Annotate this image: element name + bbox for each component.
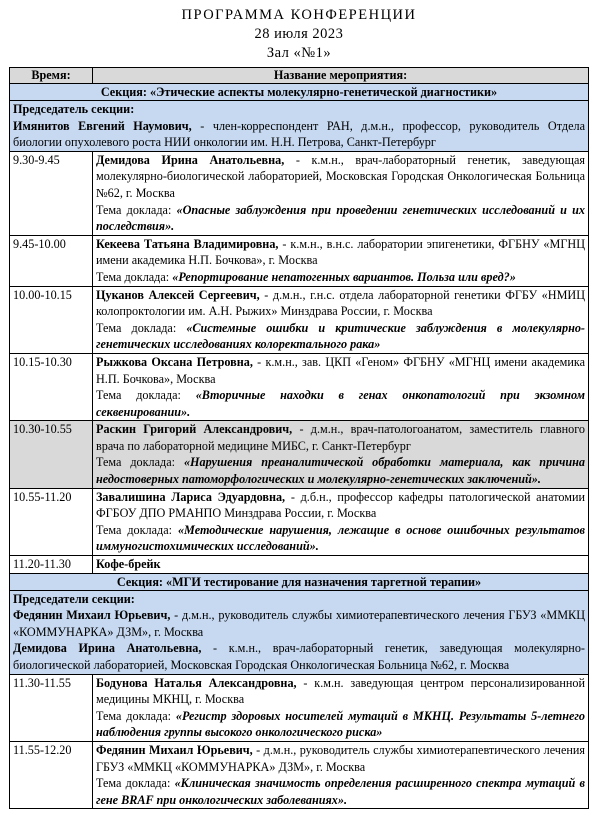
chair-name: Федянин Михаил Юрьевич, <box>13 608 171 623</box>
talk-time: 11.30-11.55 <box>10 674 93 741</box>
speaker-name: Цуканов Алексей Сергеевич, <box>96 287 260 302</box>
talk-topic <box>96 522 585 555</box>
talk-time: 9.45-10.00 <box>10 235 93 286</box>
program-table <box>9 67 589 809</box>
speaker-name: Бодунова Наталья Александровна, <box>96 675 297 690</box>
speaker <box>96 354 585 387</box>
section-chairs <box>10 101 589 152</box>
topic-text: «Методические нарушения, лежащие в основе ошибочных результатов иммуногистохимических исследований». <box>96 522 585 554</box>
speaker <box>96 742 585 775</box>
coffee-break-label: Кофе-брейк <box>93 556 589 574</box>
speaker-name: Демидова Ирина Анатольевна, <box>96 152 285 167</box>
topic-text: «Вторичные находки в генах онкопатологий при экзомном секвенировании». <box>96 388 585 419</box>
talk-topic <box>96 775 585 808</box>
section-title-row <box>10 84 589 101</box>
topic-prefix: Тема доклада: <box>96 522 178 537</box>
coffee-break-row <box>10 556 589 574</box>
talk-row <box>10 674 589 741</box>
talk-row <box>10 235 589 286</box>
section-title: Секция: «Этические аспекты молекулярно-генетической диагностики» <box>10 84 589 101</box>
speaker-desc: - д.б.н., профессор кафедры патологической анатомии ФГБОУ ДПО РМАНПО Минздрава России, г. Москва <box>96 489 585 521</box>
document-title: ПРОГРАММА КОНФЕРЕНЦИИ <box>181 7 417 23</box>
topic-prefix: Тема доклада: <box>96 320 187 335</box>
talk-details <box>93 674 589 741</box>
speaker <box>96 489 585 522</box>
speaker-name: Раскин Григорий Александрович, <box>96 422 293 437</box>
chair-label: Председатели секции: <box>13 591 135 606</box>
section-title: Секция: «МГИ тестирование для назначения таргетной терапии» <box>10 573 589 590</box>
coffee-break-time: 11.20-11.30 <box>10 556 93 574</box>
section-chair-row <box>10 590 589 674</box>
section-chair-row <box>10 101 589 152</box>
document-header <box>0 0 598 63</box>
chair-desc: - д.м.н., руководитель службы химиотерапевтического лечения ГБУЗ «ММКЦ «КОММУНАРКА» ДЗМ», г. Москва <box>13 608 585 639</box>
talk-row <box>10 286 589 353</box>
talk-time: 10.15-10.30 <box>10 353 93 420</box>
speaker-name: Рыжкова Оксана Петровна, <box>96 354 253 369</box>
topic-prefix: Тема доклада: <box>96 455 184 470</box>
chair-entry <box>13 118 585 151</box>
talk-time: 11.55-12.20 <box>10 741 93 808</box>
speaker <box>96 152 585 202</box>
speaker <box>96 287 585 320</box>
talk-time: 10.30-10.55 <box>10 421 93 488</box>
talk-topic <box>96 387 585 420</box>
speaker <box>96 421 585 454</box>
speaker-desc: - к.м.н., в.н.с. лаборатории эпигенетики, ФГБНУ «МГНЦ имени академика Н.П. Бочкова», г. Москва <box>96 236 585 268</box>
speaker-desc: - к.м.н. заведующая центром персонализированной медицины МКНЦ, г. Москва <box>96 675 585 707</box>
topic-text: «Опасные заблуждения при проведении генетических исследований и их последствия». <box>96 202 586 234</box>
speaker <box>96 675 585 708</box>
chair-entry <box>13 640 585 673</box>
talk-row <box>10 488 589 555</box>
topic-prefix: Тема доклада: <box>96 708 176 723</box>
topic-prefix: Тема доклада: <box>96 776 175 791</box>
speaker-desc: - д.м.н., руководитель службы химиотерапевтического лечения ГБУЗ «ММКЦ «КОММУНАРКА» ДЗМ», г. Москва <box>96 742 585 774</box>
speaker-desc: - к.м.н., зав. ЦКП «Геном» ФГБНУ «МГНЦ имени академика Н.П. Бочкова», Москва <box>96 354 585 386</box>
topic-text: «Репортирование непатогенных вариантов. Польза или вред?» <box>172 269 516 284</box>
talk-details <box>93 235 589 286</box>
topic-text: «Нарушения преаналитической обработки материала, как причина недостоверных патоморфологических и молекулярно-генетических заключений». <box>96 455 585 487</box>
speaker <box>96 236 585 269</box>
talk-details <box>93 353 589 420</box>
talk-details <box>93 421 589 488</box>
event-column-header: Название мероприятия: <box>93 68 589 84</box>
talk-topic <box>96 320 585 353</box>
topic-text: «Регистр здоровых носителей мутаций в МКНЦ. Результаты 5-летнего наблюдения группы высокого онкологического риска» <box>96 708 586 740</box>
speaker-name: Кекеева Татьяна Владимировна, <box>96 236 279 251</box>
topic-prefix: Тема доклада: <box>96 202 177 217</box>
time-column-header: Время: <box>10 68 93 84</box>
talk-row <box>10 151 589 235</box>
talk-row-highlighted <box>10 421 589 488</box>
chair-name: Демидова Ирина Анатольевна, <box>13 641 202 656</box>
talk-details <box>93 151 589 235</box>
talk-details <box>93 286 589 353</box>
talk-details <box>93 741 589 808</box>
talk-topic <box>96 202 585 235</box>
topic-prefix: Тема доклада: <box>96 269 173 284</box>
section-chairs <box>10 590 589 674</box>
speaker-desc: - д.м.н., врач-патологоанатом, заместитель главного врача по лабораторной медицине МИБС, г. Санкт-Петербург <box>96 422 585 453</box>
chair-entry <box>13 607 585 640</box>
topic-text: «Системные ошибки и критические заблуждения в молекулярно-генетических исследованиях колоректального рака» <box>96 320 585 352</box>
speaker-name: Федянин Михаил Юрьевич, <box>96 742 253 757</box>
chair-label: Председатель секции: <box>13 102 135 116</box>
chair-name: Имянитов Евгений Наумович, <box>13 118 192 133</box>
talk-time: 9.30-9.45 <box>10 151 93 235</box>
speaker-desc: - д.м.н., г.н.с. отдела лабораторной генетики ФГБУ «НМИЦ колопроктологии им. А.Н. Рыжих» Минздрава России, г. Москва <box>96 287 586 319</box>
chair-desc: - член-корреспондент РАН, д.м.н., профессор, руководитель Отдела биологии опухолевого роста НИИ онкологии им. Н.Н. Петрова, Санкт-Петербург <box>13 118 585 150</box>
topic-text: «Клиническая значимость определения расширенного спектра мутаций в гене BRAF при онкологических заболеваниях». <box>96 776 585 807</box>
section-title-row <box>10 573 589 590</box>
chair-desc: - к.м.н., врач-лабораторный генетик, заведующая молекулярно-биологической лабораторией, Московская Городская Онкологическая Больница №62, г. Москва <box>13 641 585 672</box>
hall-label: Зал «№1» <box>266 45 332 61</box>
speaker-name: Завалишина Лариса Эдуардовна, <box>96 489 286 504</box>
talk-time: 10.00-10.15 <box>10 286 93 353</box>
table-header-row <box>10 68 589 84</box>
talk-topic <box>96 269 585 286</box>
conference-date: 28 июля 2023 <box>254 26 344 42</box>
talk-row <box>10 353 589 420</box>
speaker-desc: - к.м.н., врач-лабораторный генетик, заведующая молекулярно-биологической лабораторией, Московская Городская Онкологическая Больница №62, г. Москва <box>96 152 585 200</box>
talk-topic <box>96 454 585 487</box>
talk-topic <box>96 708 585 741</box>
talk-time: 10.55-11.20 <box>10 488 93 555</box>
talk-details <box>93 488 589 555</box>
talk-row <box>10 741 589 808</box>
topic-prefix: Тема доклада: <box>96 388 196 403</box>
